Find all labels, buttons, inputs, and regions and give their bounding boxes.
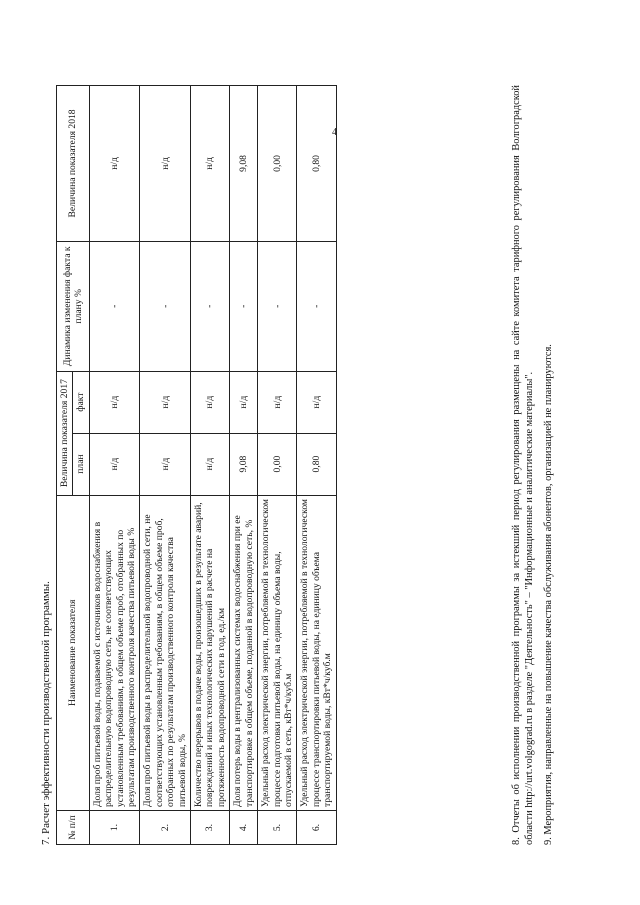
note-service-measures: 9. Мероприятия, направленные на повышение качества обслуживания абонентов, организацией не планируются. [543, 344, 554, 845]
row-indicator-name: Удельный расход электрической энергии, потребляемой в технологическом процессе транспортировки питьевой воды, на единицу объема транспортируемой воды, кВт*ч/куб.м [297, 495, 336, 811]
row-plan-value: 9,08 [230, 433, 258, 495]
table-header-row [57, 86, 73, 845]
header-no: № п/п [57, 811, 90, 845]
row-dynamics-value: - [297, 241, 336, 371]
notes-block [510, 85, 561, 845]
row-2018-value: 0,80 [297, 86, 336, 242]
row-fact-value: н/д [140, 371, 191, 433]
row-indicator-name: Количество перерывов в подаче воды, произошедших в результате аварий, повреждений и иных технологических нарушений в расчете на протяженность водопроводной сети в год, ед./км [191, 495, 230, 811]
row-fact-value: н/д [230, 371, 258, 433]
header-name: Наименование показателя [57, 495, 90, 811]
row-plan-value: н/д [191, 433, 230, 495]
row-indicator-name: Удельный расход электрической энергии, потребляемой в технологическом процессе подготовки питьевой воды, на единицу объема воды, отпускаемой в сеть, кВт*ч/куб.м [258, 495, 297, 811]
row-dynamics-value: - [230, 241, 258, 371]
table-row [191, 86, 230, 845]
header-value-2018: Величина показателя 2018 [57, 86, 90, 242]
row-fact-value: н/д [297, 371, 336, 433]
row-fact-value: н/д [258, 371, 297, 433]
row-dynamics-value: - [89, 241, 140, 371]
row-number: 5. [258, 811, 297, 845]
header-value-2017: Величина показателя 2017 [57, 371, 73, 495]
header-dynamics: Динамика изменения факта к плану % [57, 241, 90, 371]
row-plan-value: н/д [140, 433, 191, 495]
page-number: 4 [332, 127, 337, 138]
row-fact-value: н/д [191, 371, 230, 433]
row-number: 6. [297, 811, 336, 845]
rotated-page-content [40, 85, 600, 845]
row-number: 2. [140, 811, 191, 845]
section-heading: 7. Расчет эффективности производственной программы. [40, 581, 52, 845]
row-2018-value: 0,00 [258, 86, 297, 242]
efficiency-table [56, 85, 337, 845]
header-plan: план [73, 433, 89, 495]
table-row [230, 86, 258, 845]
row-fact-value: н/д [89, 371, 140, 433]
table-row [258, 86, 297, 845]
row-plan-value: 0,80 [297, 433, 336, 495]
row-dynamics-value: - [191, 241, 230, 371]
note-reports-link: 8. Отчеты об исполнении производственной программы за истекший период регулирования размещены на сайте комитета тарифного регулирования Волгоградской области http://urt.volgograd.ru в разделе "Деятельность" – "Информационные и аналитические материалы". [511, 85, 535, 845]
row-number: 1. [89, 811, 140, 845]
row-indicator-name: Доля проб питьевой воды, подаваемой с источников водоснабжения в распределительную водопроводную сеть, не соответствующих установленным требованиям, в общем объеме проб, отобранных по результатам производственного контроля качества питьевой воды % [89, 495, 140, 811]
row-dynamics-value: - [258, 241, 297, 371]
row-number: 3. [191, 811, 230, 845]
row-number: 4. [230, 811, 258, 845]
row-2018-value: н/д [191, 86, 230, 242]
header-fact: факт [73, 371, 89, 433]
row-indicator-name: Доля проб питьевой воды в распределительной водопроводной сети, не соответствующих установленным требованиям, в общем объеме проб, отобранных по результатам производственного контроля качества питьевой воды, % [140, 495, 191, 811]
row-plan-value: н/д [89, 433, 140, 495]
table-row [297, 86, 336, 845]
row-2018-value: 9,08 [230, 86, 258, 242]
row-dynamics-value: - [140, 241, 191, 371]
row-plan-value: 0,00 [258, 433, 297, 495]
row-2018-value: н/д [140, 86, 191, 242]
row-indicator-name: Доля потерь воды в централизованных системах водоснабжения при ее транспортировке в общем объеме, поданной в водопроводную сеть, % [230, 495, 258, 811]
table-row [140, 86, 191, 845]
table-row [89, 86, 140, 845]
row-2018-value: н/д [89, 86, 140, 242]
